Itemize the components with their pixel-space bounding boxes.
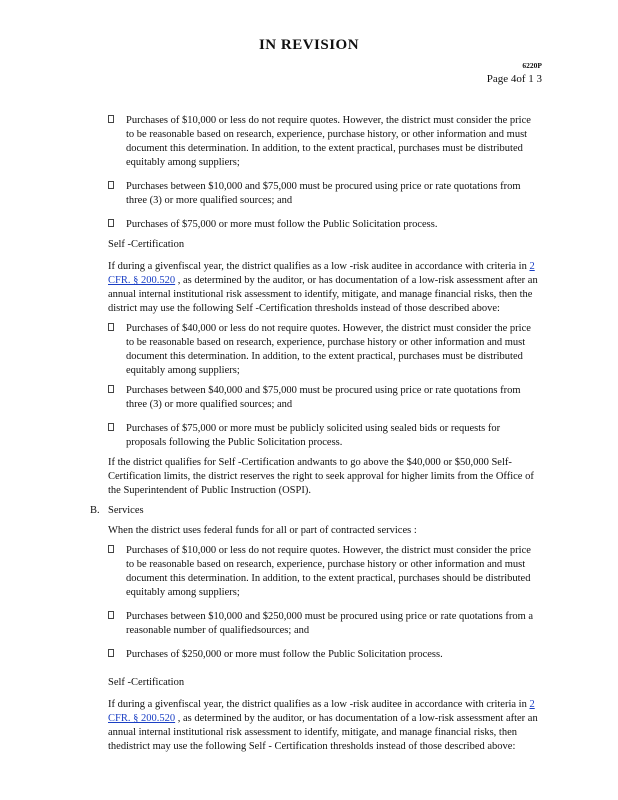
list-item-text: Purchases between $10,000 and $250,000 must be procured using price or rate quotations from a reasonable number of qualifiedsources; and bbox=[126, 611, 534, 636]
list-item-text: Purchases between $40,000 and $75,000 must be procured using price or rate quotations from three (3) or more qualified sources; and bbox=[126, 385, 521, 410]
self-certification-paragraph bbox=[108, 260, 540, 316]
page-title: IN REVISION bbox=[258, 37, 360, 53]
bullet-box-icon bbox=[108, 323, 114, 331]
list-item-text: Purchases of $40,000 or less do not require quotes. However, the district must consider the price to be reasonable based on research, experience, purchase history or other information and must document this determination. In addition, to the extent practical, purchases must be distributed equitably among suppliers; bbox=[126, 323, 531, 376]
list-item bbox=[108, 322, 540, 378]
bullet-box-icon bbox=[108, 115, 114, 123]
section-letter: B. bbox=[90, 505, 100, 516]
list-item bbox=[108, 218, 540, 232]
list-item-text: Purchases between $10,000 and $75,000 must be procured using price or rate quotations from three (3) or more qualified sources; and bbox=[126, 181, 521, 206]
list-item bbox=[108, 544, 540, 600]
bullet-box-icon bbox=[108, 423, 114, 431]
subheading-self-certification: Self -Certification bbox=[108, 677, 185, 688]
bullet-box-icon bbox=[108, 385, 114, 393]
paragraph-text: If during a givenfiscal year, the district qualifies as a low -risk auditee in accordance with criteria in bbox=[108, 699, 530, 710]
list-item-text: Purchases of $10,000 or less do not require quotes. However, the district must consider the price to be reasonable based on research, experience, purchase history or other information and must document this determination. In addition, to the extent practical, purchases should be distributed equitably among suppliers; bbox=[126, 545, 531, 598]
bullet-box-icon bbox=[108, 181, 114, 189]
self-certification-paragraph bbox=[108, 698, 540, 754]
bullet-box-icon bbox=[108, 649, 114, 657]
document-body bbox=[90, 114, 540, 760]
list-item-text: Purchases of $10,000 or less do not require quotes. However, the district must consider the price to be reasonable based on research, experience, purchase history, or other information and must document this determination. In addition, to the extent practical, purchases must be distributed equitably among suppliers; bbox=[126, 115, 531, 168]
list-item bbox=[108, 180, 540, 208]
bullet-box-icon bbox=[108, 611, 114, 619]
list-item bbox=[108, 648, 540, 662]
list-item-text: Purchases of $75,000 or more must be publicly solicited using sealed bids or requests for proposals following the Public Solicitation process. bbox=[126, 423, 501, 448]
paragraph-text: If during a givenfiscal year, the district qualifies as a low -risk auditee in accordance with criteria in bbox=[108, 261, 530, 272]
cfr-link[interactable]: 2 CFR. § 200.520 bbox=[108, 699, 535, 724]
services-intro: When the district uses federal funds for all or part of contracted services : bbox=[108, 525, 417, 536]
list-item bbox=[108, 384, 540, 412]
bullet-box-icon bbox=[108, 545, 114, 553]
section-heading-services bbox=[90, 504, 540, 518]
list-item bbox=[108, 610, 540, 638]
document-number: 6220P bbox=[522, 61, 542, 70]
paragraph-text: , as determined by the auditor, or has documentation of a low-risk assessment after an annual internal institutional risk assessment to identify, mitigate, and manage financial risks, then thedistrict may use the following Self - Certification thresholds instead of those described above: bbox=[108, 713, 538, 752]
list-item bbox=[108, 114, 540, 170]
list-item-text: Purchases of $75,000 or more must follow the Public Solicitation process. bbox=[126, 219, 438, 230]
section-title: Services bbox=[108, 505, 144, 516]
cfr-link[interactable]: 2 CFR. § 200.520 bbox=[108, 261, 535, 286]
paragraph-text: , as determined by the auditor, or has documentation of a low-risk assessment after an annual internal institutional risk assessment to identify, mitigate, and manage financial risks, then the district may use the following Self -Certification thresholds instead of those described above: bbox=[108, 275, 538, 314]
page-number: Page 4of 1 3 bbox=[486, 73, 542, 85]
list-item-text: Purchases of $250,000 or more must follow the Public Solicitation process. bbox=[126, 649, 443, 660]
qualify-paragraph: If the district qualifies for Self -Certification andwants to go above the $40,000 or $50,000 Self- Certification limits, the district reserves the right to seek approval for higher limits from the Office of the Superintendent of Public Instruction (OSPI). bbox=[108, 457, 534, 496]
subheading-self-certification: Self -Certification bbox=[108, 239, 185, 250]
list-item bbox=[108, 422, 540, 450]
bullet-box-icon bbox=[108, 219, 114, 227]
